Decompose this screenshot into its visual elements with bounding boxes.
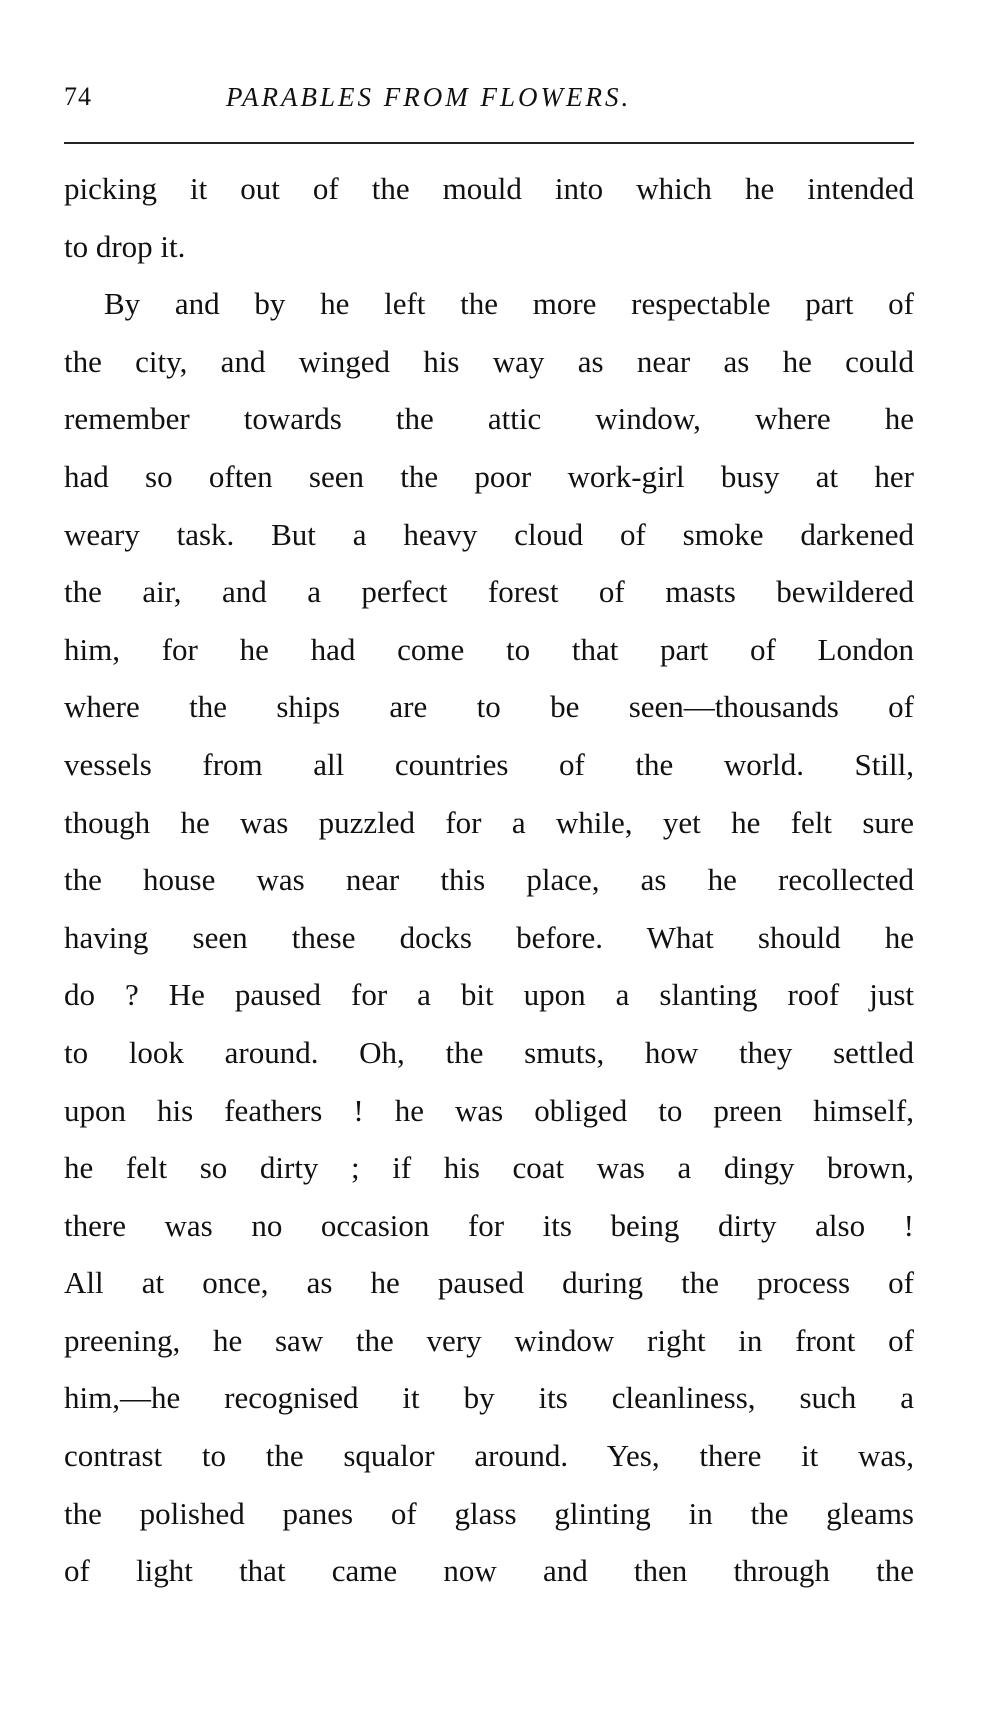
text-line: him, for he had come to that part of London xyxy=(64,631,914,667)
text-line: do ? He paused for a bit upon a slanting roof just xyxy=(64,977,914,1013)
body-text xyxy=(64,160,914,1600)
running-title: PARABLES FROM FLOWERS. xyxy=(226,82,632,112)
text-line: upon his feathers ! he was obliged to preen himself, xyxy=(64,1092,914,1128)
paragraph-2 xyxy=(64,275,914,1600)
text-line: remember towards the attic window, where he xyxy=(64,401,914,437)
text-line: contrast to the squalor around. Yes, there it was, xyxy=(64,1438,914,1474)
page-number: 74 xyxy=(64,82,92,111)
text-line: where the ships are to be seen—thousands of xyxy=(64,689,914,725)
text-line: to look around. Oh, the smuts, how they settled xyxy=(64,1034,914,1070)
text-line: having seen these docks before. What should he xyxy=(64,919,914,955)
paragraph-1 xyxy=(64,160,914,275)
text-line: the city, and winged his way as near as he could xyxy=(64,343,914,379)
text-line: vessels from all countries of the world. Still, xyxy=(64,746,914,782)
text-line: of light that came now and then through the xyxy=(64,1553,914,1589)
text-line: to drop it. xyxy=(64,228,186,264)
page-header xyxy=(64,82,914,122)
text-line: picking it out of the mould into which he intended xyxy=(64,171,914,206)
text-line: had so often seen the poor work-girl busy at her xyxy=(64,458,914,494)
text-line: though he was puzzled for a while, yet he felt sure xyxy=(64,804,914,840)
text-line: All at once, as he paused during the process of xyxy=(64,1265,914,1301)
text-line: he felt so dirty ; if his coat was a dingy brown, xyxy=(64,1150,914,1186)
text-line: the house was near this place, as he recollected xyxy=(64,862,914,898)
text-line: weary task. But a heavy cloud of smoke darkened xyxy=(64,516,914,552)
text-line: there was no occasion for its being dirty also ! xyxy=(64,1207,914,1243)
text-line: him,—he recognised it by its cleanliness, such a xyxy=(64,1380,914,1416)
header-rule xyxy=(64,142,914,144)
text-line: the air, and a perfect forest of masts bewildered xyxy=(64,574,914,610)
text-line: preening, he saw the very window right in front of xyxy=(64,1322,914,1358)
text-line: the polished panes of glass glinting in the gleams xyxy=(64,1495,914,1531)
text-line: By and by he left the more respectable part of xyxy=(104,286,914,322)
